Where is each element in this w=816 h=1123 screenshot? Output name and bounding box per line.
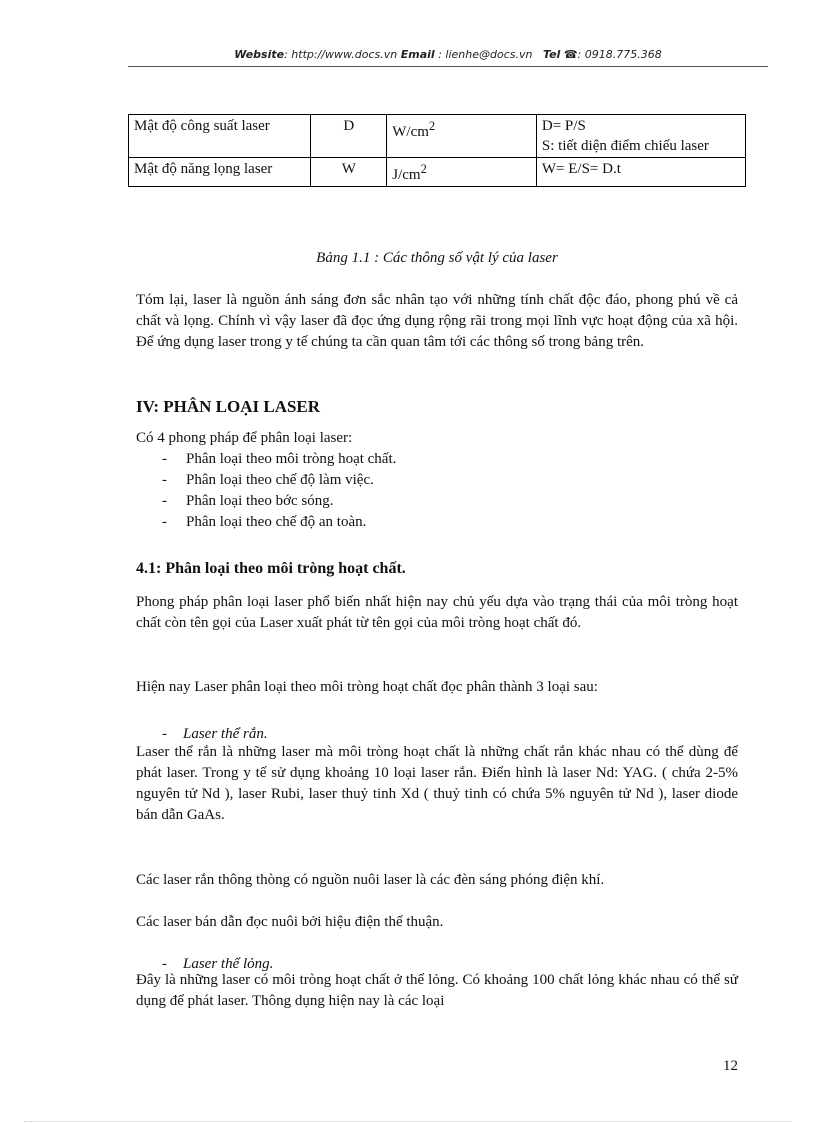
unit-text: J/cm: [392, 167, 421, 183]
table-cell-name: Mật độ năng lọng laser: [129, 158, 311, 187]
classification-list: [136, 449, 738, 533]
formula-line: S: tiết diện điểm chiếu laser: [541, 138, 709, 154]
section-heading: IV: PHÂN LOẠI LASER: [136, 397, 321, 416]
table-cell-formula: [536, 158, 745, 187]
tel-label: Tel: [542, 48, 561, 61]
list-lead: Có 4 phong pháp để phân loại laser:: [136, 430, 353, 446]
paragraph: Các laser bán dẫn đọc nuôi bởi hiệu điện thế thuận.: [136, 914, 444, 930]
formula-line: W= E/S= D.t: [541, 161, 621, 177]
email-value: : lienhe@docs.vn: [434, 48, 533, 61]
table-cell-unit: [387, 158, 537, 187]
table-cell-formula: [536, 115, 745, 158]
list-item: - Phân loại theo chế độ an toàn.: [136, 512, 738, 533]
liquid-laser-title: - Laser thể lỏng.: [162, 956, 274, 972]
page-number: 12: [723, 1058, 738, 1074]
website-label: Website: [234, 48, 285, 61]
formula-line: D= P/S: [541, 118, 586, 134]
phone-icon: ☎: [563, 48, 578, 61]
liquid-laser-title-text: Laser thể lỏng.: [183, 956, 274, 972]
unit-text: W/cm: [392, 124, 429, 140]
unit-exponent: 2: [428, 119, 436, 133]
table-row: [129, 158, 746, 187]
paragraph: Hiện nay Laser phân loại theo môi tròng hoạt chất đọc phân thành 3 loại sau:: [136, 679, 598, 695]
table-cell-symbol: W: [311, 158, 387, 187]
intro-paragraph: Tóm lại, laser là nguồn ánh sáng đơn sắc nhân tạo với những tính chất độc đáo, phong phú về cả chất và lọng. Chính vì vậy laser đã đọc ứng dụng rộng rãi trong mọi lĩnh vực hoạt động của xã hội. Để ứng dụng laser trong y tế chúng ta cần quan tâm tới các thông số trong bảng trên.: [136, 292, 738, 350]
paragraph: Laser thể rắn là những laser mà môi tròng hoạt chất là những chất rắn khác nhau có thể dùng để phát laser. Trong y tế sử dụng khoảng 10 loại laser rắn. Điển hình là laser Nd: YAG. ( chứa 2-5% nguyên tử Nd ), laser Rubi, laser thuỷ tinh Xd ( thuỷ tinh có chứa 5% nguyên tử Nd ), laser diode bán dẫn GaAs.: [136, 744, 738, 823]
solid-laser-title-text: Laser thể rắn.: [183, 726, 268, 742]
table-cell-symbol: D: [311, 115, 387, 158]
header-divider: [128, 66, 768, 67]
list-item: - Phân loại theo chế độ làm việc.: [136, 470, 738, 491]
classification-list-block: [136, 428, 738, 533]
subsection-heading: 4.1: Phân loại theo môi tròng hoạt chất.: [136, 560, 406, 577]
email-label: Email: [400, 48, 435, 61]
solid-laser-title: - Laser thể rắn.: [162, 726, 268, 742]
page-header: [128, 48, 768, 61]
table-caption: Bảng 1.1 : Các thông số vật lý của laser: [316, 250, 558, 266]
footer-divider: [24, 1121, 792, 1122]
table-row: [129, 115, 746, 158]
unit-exponent: 2: [420, 162, 427, 176]
website-value: : http://www.docs.vn: [284, 48, 398, 61]
parameters-table: [128, 114, 746, 187]
paragraph: Phong pháp phân loại laser phổ biến nhất hiện nay chủ yếu dựa vào trạng thái của môi tròng hoạt chất còn tên gọi của Laser xuất phát từ tên gọi của môi tròng hoạt chất đó.: [136, 594, 738, 631]
list-item: - Phân loại theo bớc sóng.: [136, 491, 738, 512]
table-cell-unit: [387, 115, 537, 158]
table-cell-name: Mật độ công suất laser: [129, 115, 311, 158]
list-item: - Phân loại theo môi tròng hoạt chất.: [136, 449, 738, 470]
paragraph: Đây là những laser có môi tròng hoạt chất ở thể lỏng. Có khoảng 100 chất lỏng khác nhau có thể sử dụng để phát laser. Thông dụng hiện nay là các loại: [136, 972, 738, 1009]
paragraph: Các laser rắn thông thòng có nguồn nuôi laser là các đèn sáng phóng điện khí.: [136, 872, 605, 888]
tel-value: : 0918.775.368: [577, 48, 662, 61]
